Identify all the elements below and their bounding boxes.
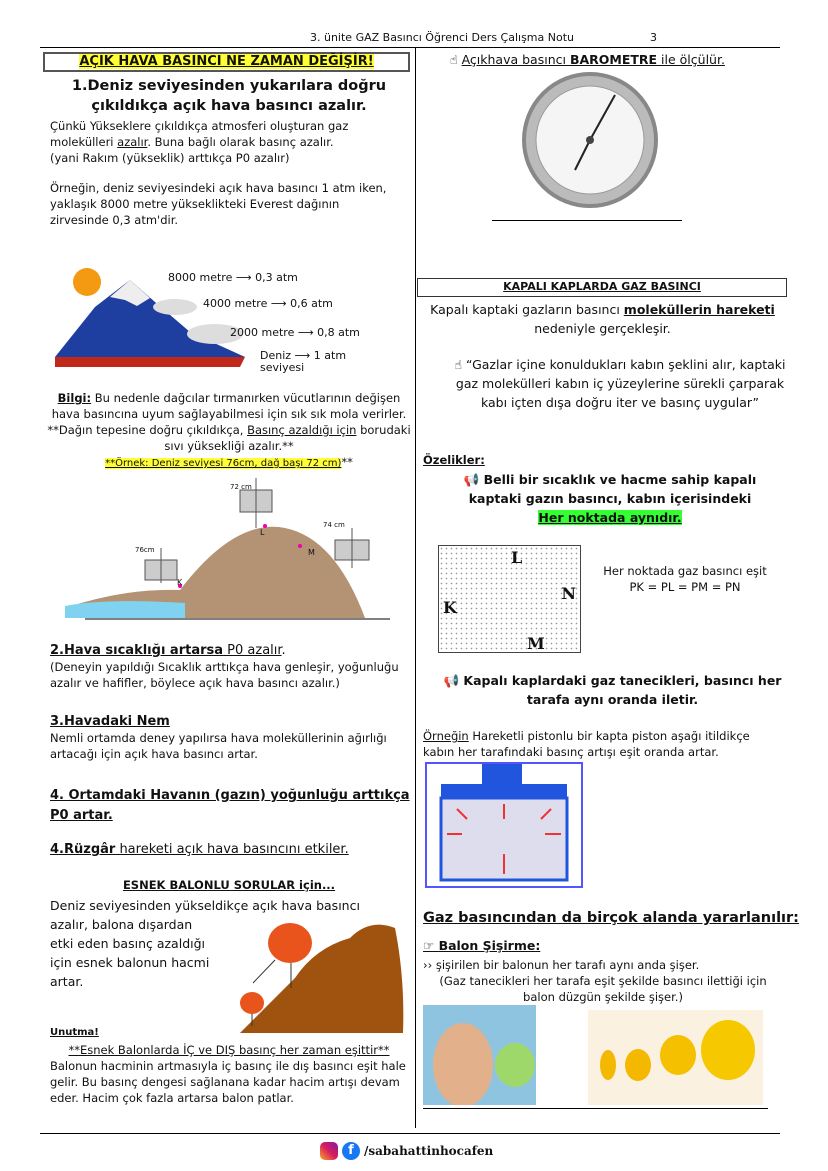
girl-blowing-balloon-photo: [423, 1005, 536, 1105]
property-2: 📢 Kapalı kaplardaki gaz tanecikleri, basıncı her tarafa aynı oranda iletir.: [443, 673, 782, 707]
section-title-box: [43, 52, 410, 72]
point-label: N: [561, 584, 576, 603]
instagram-icon[interactable]: [320, 1142, 338, 1160]
barometer-image: [515, 70, 665, 210]
point-label: M: [308, 548, 315, 557]
barometer-caption: ☝ Açıkhava basıncı BAROMETRE ile ölçülür.: [450, 52, 725, 67]
balloon-stages-photo: [588, 1010, 763, 1105]
unutma-paragraph: Balonun hacminin artmasıyla iç basınç ile dış basıncı eşit hale gelir. Bu basınç dengesi sağlanana kadar hacim artışı devam eder. Hacim çok fazla artarsa balon patlar.: [50, 1059, 406, 1105]
bilgi-note: Bilgi: Bu nedenle dağcılar tırmanırken vücutlarının değişen hava basıncına uyum sağlayabilmesi için sık sık mola verirler. **Dağın tepesine doğru çıkıldıkça, Basınç azaldığı için borudaki sıvı yüksekliği azalır.** **Örnek: Deniz seviyesi 76cm, dağ başı 72 cm)**: [47, 391, 411, 469]
page-number: 3: [650, 31, 657, 44]
tube-label: 74 cm: [323, 521, 345, 529]
balloon-title: ESNEK BALONLU SORULAR için...: [122, 878, 336, 892]
section-title: AÇIK HAVA BASINCI NE ZAMAN DEĞİŞİR!: [79, 54, 374, 69]
footer-handle[interactable]: /sabahattinhocafen: [364, 1144, 494, 1158]
s1-example: Örneğin, deniz seviyesindeki açık hava basıncı 1 atm iken, yaklaşık 8000 metre yükseklikteki Everest dağının zirvesinde 0,3 atm'dir.: [50, 181, 387, 227]
facebook-icon[interactable]: f: [342, 1142, 360, 1160]
s2: 2.Hava sıcaklığı artarsa P0 azalır. (Deneyin yapıldığı Sıcaklık arttıkça hava genleşir, yoğunluğu azalır ve hafifler, böylece açık hava basıncı azalır.): [50, 643, 399, 690]
balloon-inflation-note: (Gaz tanecikleri her tarafa eşit şekilde basıncı ilettiği için balon düzgün şekilde şişer.): [439, 974, 767, 1004]
closed-container-title: KAPALI KAPLARDA GAZ BASINCI: [417, 278, 787, 297]
equality-text: Her noktada gaz basıncı eşit PK = PL = PM = PN: [603, 564, 767, 594]
point-label: M: [527, 634, 545, 653]
hand-icon: ☝: [450, 52, 462, 67]
s1-title: 1.Deniz seviyesinden yukarılara doğru çıkıldıkça açık hava basıncı azalır.: [71, 78, 387, 114]
tube-label: 76cm: [135, 546, 155, 554]
closed-container-intro: Kapalı kaptaki gazların basıncı moleküllerin hareketi nedeniyle gerçekleşir.: [430, 302, 775, 336]
right-bottom-rule: [423, 1108, 768, 1109]
hand-icon: ☝: [454, 357, 467, 372]
altitude-label: 8000 metre ⟶ 0,3 atm: [168, 271, 298, 284]
pressure-box-figure: [438, 545, 581, 653]
s1-paragraph: Çünkü Yükseklere çıkıldıkça atmosferi oluşturan gaz molekülleri azalır. Buna bağlı olarak basınç azalır. (yani Rakım (yükseklik) arttıkça P0 azalır): [50, 119, 349, 165]
piston-figure: [425, 762, 583, 888]
mountain-figure: [55, 262, 375, 382]
balloon-text: Deniz seviyesinden yükseldikçe açık hava basıncı azalır, balona dışardan etki eden basınç azaldığı için esnek balonun hacmi artar.: [50, 898, 360, 989]
s4-title: 4. Ortamdaki Havanın (gazın) yoğunluğu arttıkça P0 artar.: [50, 788, 410, 823]
footer-rule: [40, 1133, 780, 1134]
column-divider: [415, 48, 416, 1128]
gas-quote: ☝ “Gazlar içine konuldukları kabın şeklini alır, kaptaki gaz molekülleri kabın iç yüzeylerine sürekli çarparak kabı içten dışa doğru iter ve basınç uygular”: [454, 357, 786, 410]
point-label: L: [260, 528, 265, 537]
s3: 3.Havadaki Nem Nemli ortamda deney yapılırsa hava moleküllerinin ağırlığı artacağı için açık hava basıncı artar.: [50, 714, 387, 761]
unutma-label: Unutma!: [50, 1027, 99, 1038]
header-title: 3. ünite GAZ Basıncı Öğrenci Ders Çalışma Notu: [310, 31, 575, 44]
balloon-inflation-line: ›› şişirilen bir balonun her tarafı aynı anda şişer.: [423, 958, 700, 972]
altitude-label: 4000 metre ⟶ 0,6 atm: [203, 297, 333, 310]
s5: 4.Rüzgâr hareketi açık hava basıncını etkiler.: [50, 842, 349, 857]
ozellikler-label: Özelikler:: [423, 453, 485, 467]
megaphone-icon: 📢: [463, 472, 484, 487]
tube-label: 72 cm: [230, 483, 252, 491]
megaphone-icon: 📢: [443, 673, 464, 688]
point-label: K: [443, 598, 457, 617]
altitude-label: 2000 metre ⟶ 0,8 atm: [230, 326, 360, 339]
property-1: 📢 Belli bir sıcaklık ve hacme sahip kapalı kaptaki gazın basıncı, kabın içerisindeki Her noktada aynıdır.: [463, 472, 757, 525]
tube-mountain-figure: [65, 478, 390, 623]
point-label: L: [511, 548, 523, 567]
unutma-rule: **Esnek Balonlarda İÇ ve DIŞ basınç her zaman eşittir**: [68, 1043, 390, 1057]
altitude-label: Deniz ⟶ 1 atm seviyesi: [260, 349, 347, 374]
barometer-rule: [492, 220, 682, 221]
pointing-hand-icon: ☞: [423, 938, 439, 953]
header-rule: [40, 47, 780, 48]
balloon-inflation-title: ☞ Balon Şişirme:: [423, 938, 541, 953]
piston-example: Örneğin Hareketli pistonlu bir kapta piston aşağı itildikçe kabın her tarafındaki basınç artışı eşit oranda artar.: [423, 729, 750, 759]
footer-social: [320, 1141, 493, 1161]
uses-title: Gaz basıncından da birçok alanda yararlanılır:: [423, 910, 799, 926]
balloon-hill-figure: [235, 918, 405, 1038]
point-label: K: [177, 578, 183, 587]
